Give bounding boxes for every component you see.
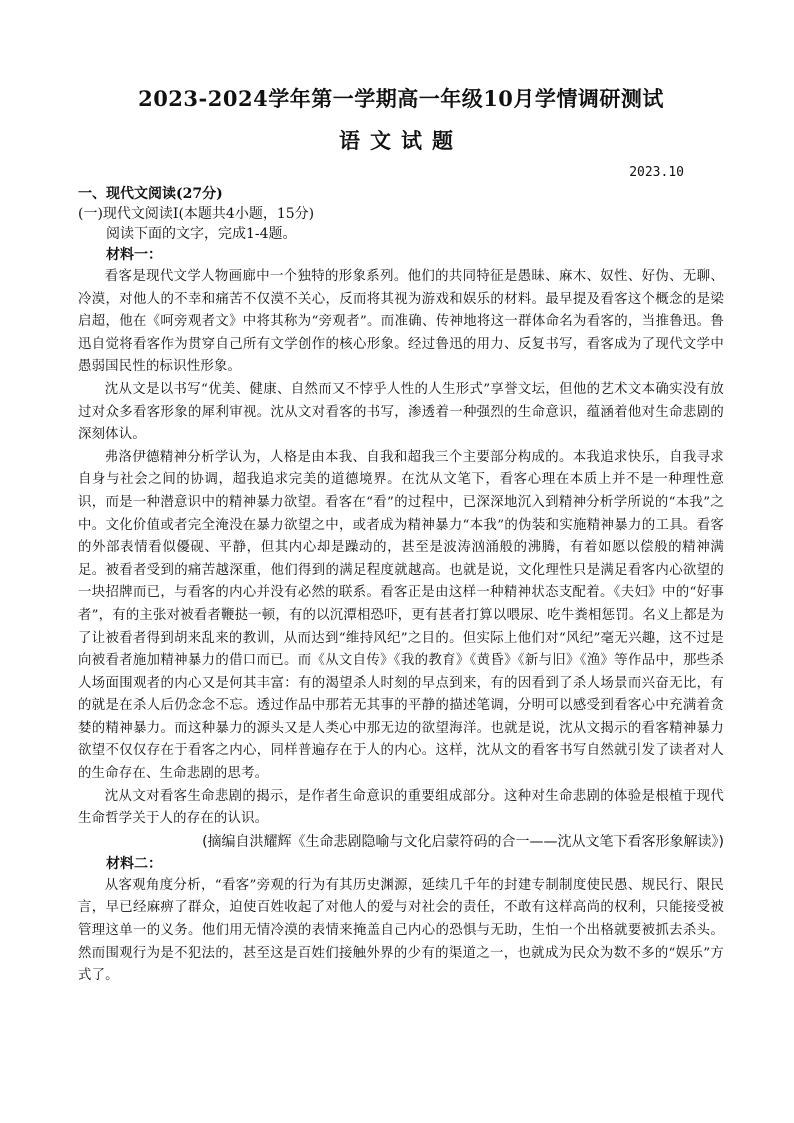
- exam-title: 2023-2024学年第一学期高一年级10月学情调研测试: [138, 86, 664, 111]
- material-one-paragraph: 沈从文是以书写“优美、健康、自然而又不悖乎人性的人生形式”享誉文坛，但他的艺术文本确实没有放过对众多看客形象的犀利审视。沈从文对看客的书写，渗透着一种强烈的生命意识，蕴涵着他对生命悲剧的深刻体认。: [78, 381, 724, 443]
- subject-title: 语文试题: [339, 128, 463, 153]
- material-two-label: 材料二：: [106, 855, 162, 872]
- exam-date: 2023.10: [629, 165, 684, 180]
- material-one-paragraph: 弗洛伊德精神分析学认为，人格是由本我、自我和超我三个主要部分构成的。本我追求快乐，自我寻求自身与社会之间的协调，超我追求完美的道德境界。在沈从文笔下，看客心理在本质上并不是一种理性意识，而是一种潜意识中的精神暴力欲望。看客在“看”的过程中，已深深地沉入到精神分析学所说的“本我”之中。文化价值或者完全淹没在暴力欲望之中，或者成为精神暴力“本我”的伪装和实施精神暴力的工具。看客的外部表情看似優砚、平静，但其内心却是躁动的，甚至是波涛汹涌般的沸腾，有着如愿以偿般的精神满足。被看者受到的痛苦越深重，他们得到的满足程度就越高。也就是说，文化理性只是满足看客内心欲望的一块招牌而已，与看客的内心并没有必然的联系。看客正是由这样一种精神状态支配着。《夫妇》中的“好事者”，有的主张对被看者鞭挞一顿，有的以沉潭相恐吓，更有甚者打算以喂尿、吃牛粪相惩罚。名义上都是为了让被看者得到胡来乱来的教训，从而达到“维持风纪”之目的。但实际上他们对“风纪”毫无兴趣，这不过是向被看者施加精神暴力的借口而已。而《从文自传》《我的教育》《黄昏》《新与旧》《渔》等作品中，那些杀人场面围观者的内心又是何其丰富：有的渴望杀人时刻的早点到来，有的因看到了杀人场景而兴奋无比，有的就是在杀人后仍念念不忘。透过作品中那若无其事的平静的描述笔调，分明可以感受到看客心中充满着贪婪的精神暴力。而这种暴力的源头又是人类心中那无边的欲望海洋。也就是说，沈从文揭示的看客精神暴力欲望不仅仅存在于看客之内心，同样普遍存在于人的内心。这样，沈从文的看客书写自然就引发了读者对人的生命存在、生命悲剧的思考。: [78, 449, 724, 782]
- subsection-heading: (一)现代文阅读Ⅰ(本题共4小题，15分): [78, 206, 315, 222]
- material-one-label: 材料一：: [106, 247, 162, 263]
- reading-instruction: 阅读下面的文字，完成1-4题。: [106, 226, 297, 242]
- material-one-paragraph: 看客是现代文学人物画廊中一个独特的形象系列。他们的共同特征是愚昧、麻木、奴性、好伪、无聊、冷漠，对他人的不幸和痛苦不仅漠不关心，反而将其视为游戏和娱乐的材料。最早提及看客这个概念的是梁启超，他在《呵旁观者文》中将其称为“旁观者”。而准确、传神地将这一群体命名为看客的，当推鲁迅。鲁迅自觉将看客作为贯穿自己所有文学创作的核心形象。经过鲁迅的用力、反复书写，看客成为了现代文学中愚弱国民性的标识性形象。: [78, 269, 724, 375]
- section-heading: 一、现代文阅读(27分): [78, 186, 223, 202]
- material-one-source: (摘编自洪耀辉《生命悲剧隐喻与文化启蒙符码的合一——沈从文笔下看客形象解读》): [202, 833, 724, 850]
- material-one-paragraph: 沈从文对看客生命悲剧的揭示，是作者生命意识的重要组成部分。这种对生命悲剧的体验是根植于现代生命哲学关于人的存在的认识。: [78, 788, 724, 827]
- material-two-paragraph: 从客观角度分析，“看客”旁观的行为有其历史渊源，延续几千年的封建专制制度使民愚、规民行、限民言，早已经麻痹了群众，迫使百姓收起了对他人的爱与对社会的责任，不敢有这样高尚的权利，只能接受被管理这单一的义务。他们用无情冷漠的表情来掩盖自己内心的恐惧与无助，生怕一个出格就要被抓去杀头。然而围观行为是不犯法的，甚至这是百姓们接触外界的少有的渠道之一，也就成为民众为数不多的“娱乐”方式了。: [78, 877, 724, 984]
